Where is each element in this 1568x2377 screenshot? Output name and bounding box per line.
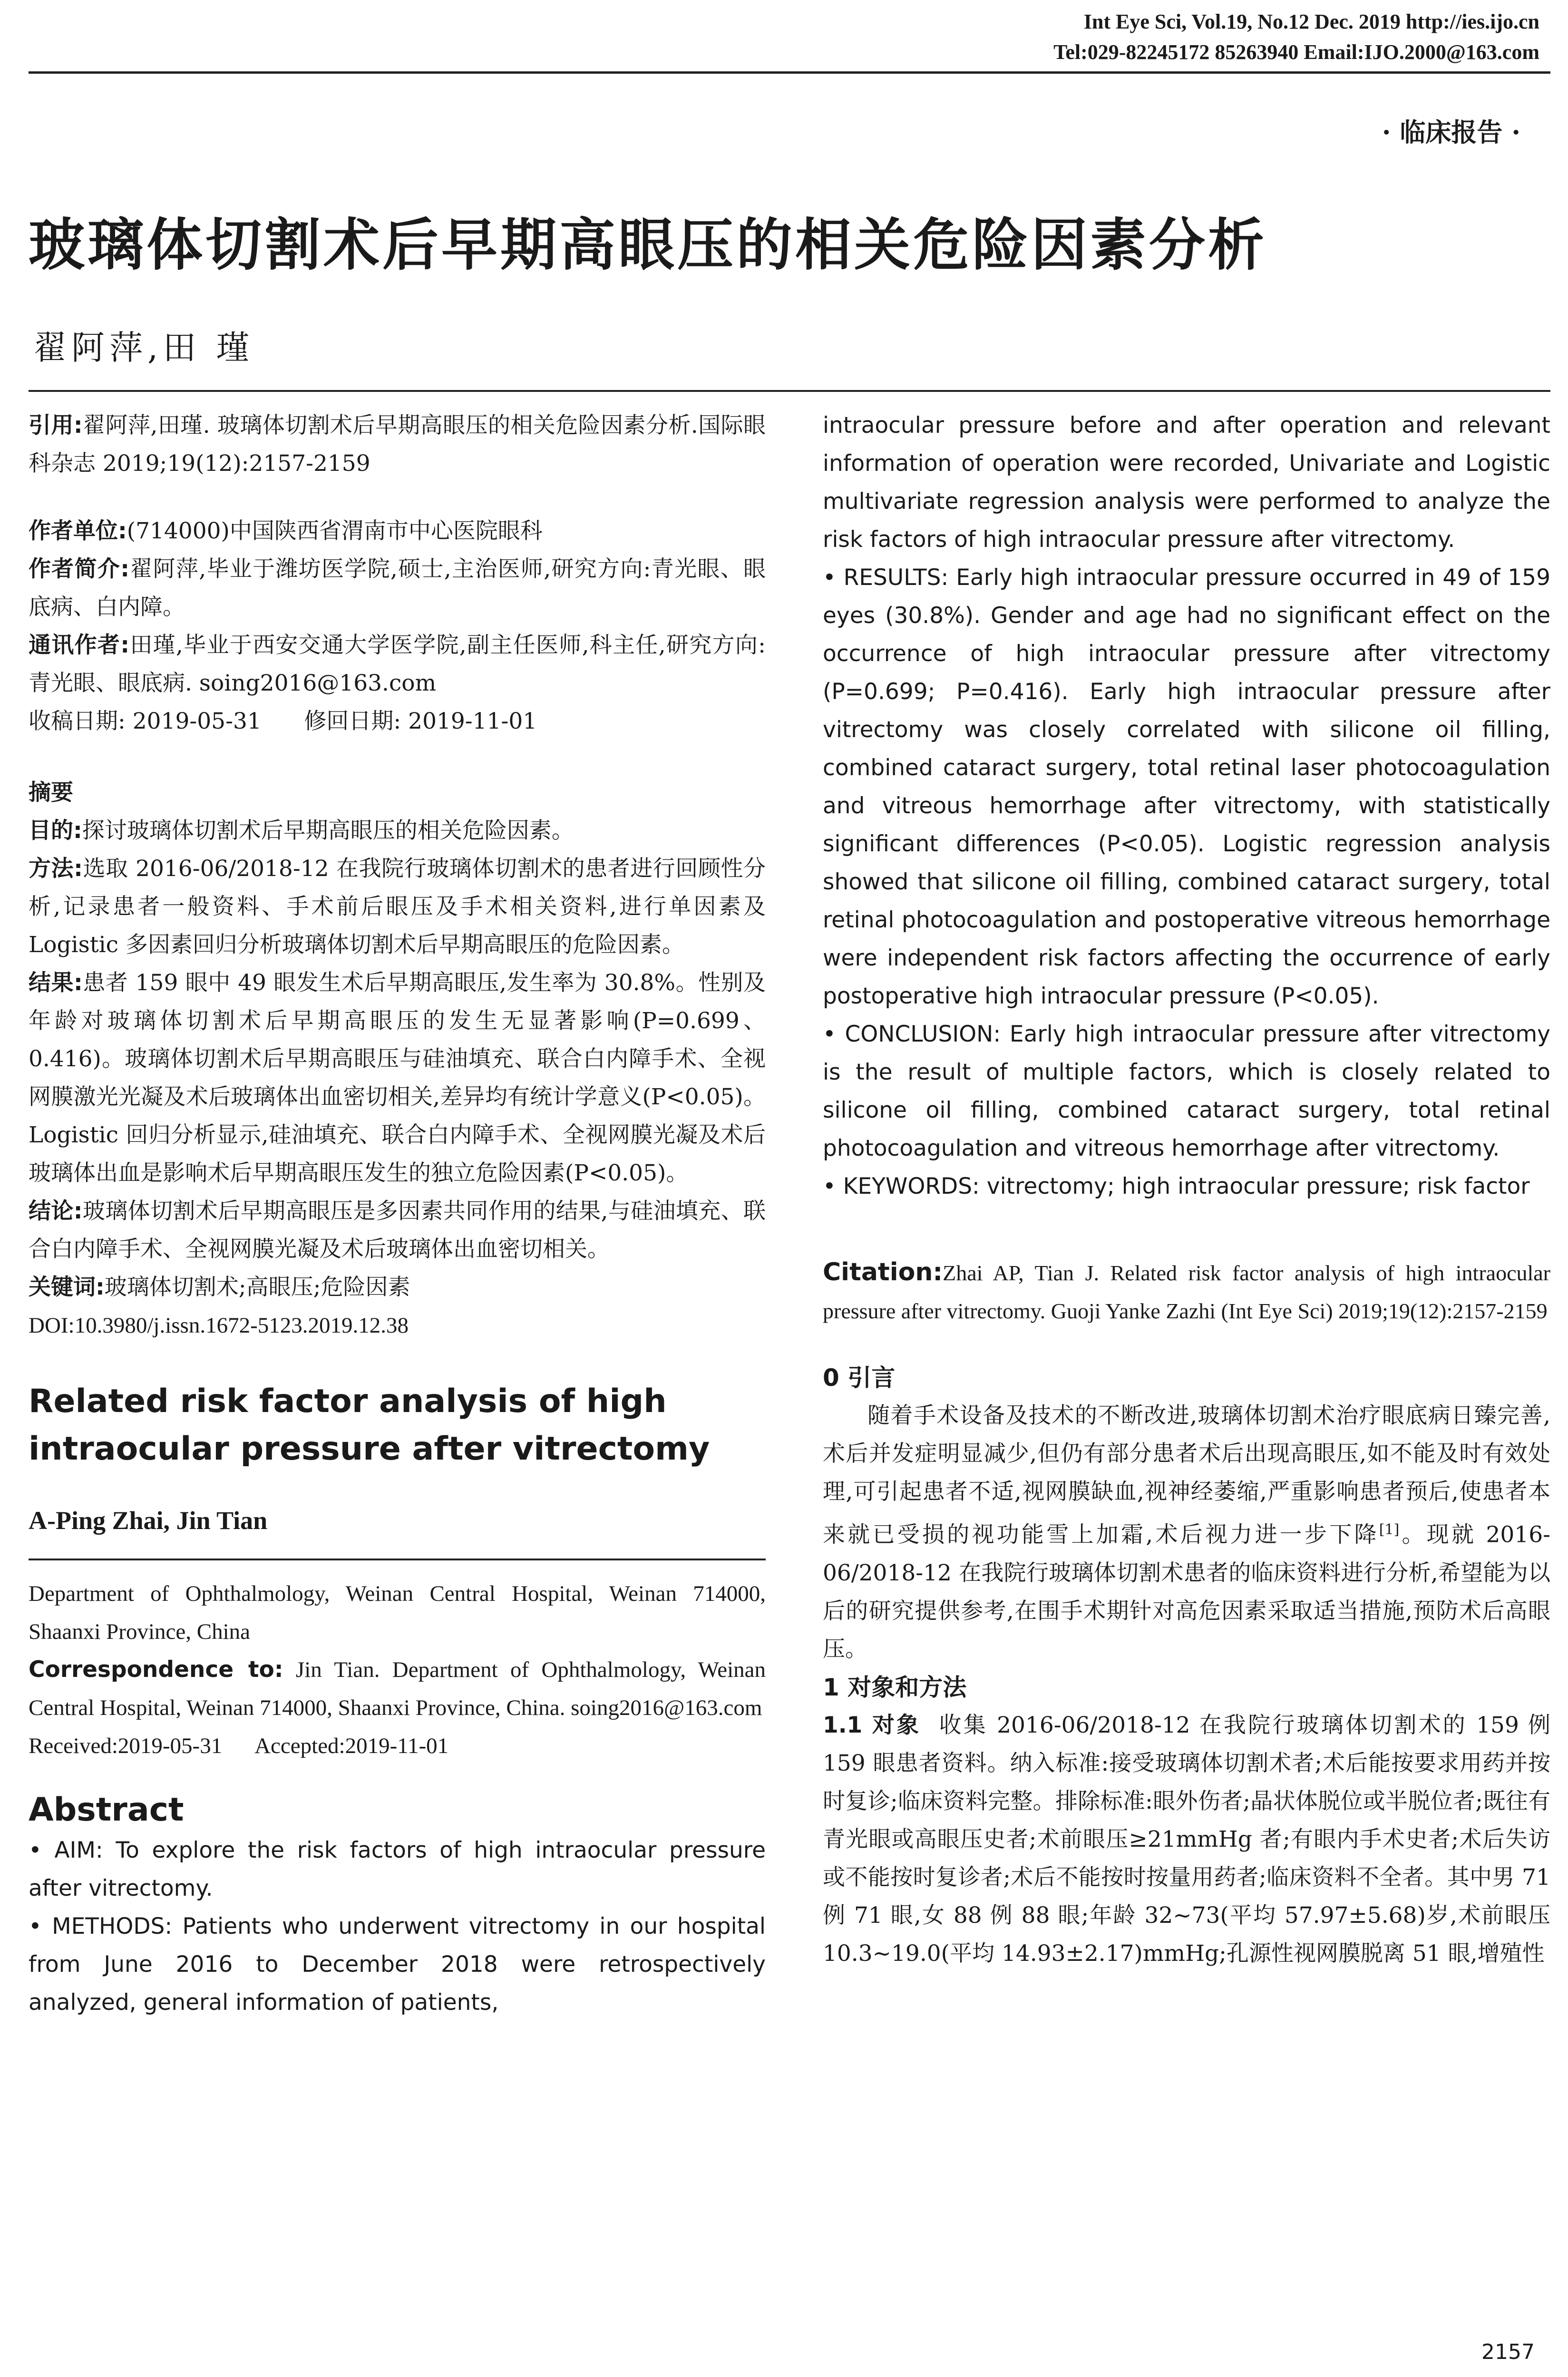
corr-text: 田瑾,毕业于西安交通大学医学院,副主任医师,科主任,研究方向:青光眼、眼底病. soing2016@163.com (29, 632, 766, 696)
corresponding-author (29, 626, 766, 702)
bio-label: 作者简介: (29, 556, 130, 582)
affiliation-text: (714000)中国陕西省渭南市中心医院眼科 (127, 518, 543, 544)
en-abstract-heading: Abstract (29, 1791, 184, 1829)
abstract-results (29, 964, 766, 1192)
intro-text: 随着手术设备及技术的不断改进,玻璃体切割术治疗眼底病日臻完善,术后并发症明显减少,但仍有部分患者术后出现高眼压,如不能及时有效处理,可引起患者不适,视网膜缺血,视神经萎缩,严重影响患者预后,使患者本来就已受损的视功能雪上加霜,术后视力进一步下降 (823, 1403, 1550, 1548)
journal-contact-line: Tel:029-82245172 85263940 Email:IJO.2000@163.com (1053, 40, 1539, 64)
intro-paragraph (823, 1397, 1550, 1668)
journal-info-line: Int Eye Sci, Vol.19, No.12 Dec. 2019 http://ies.ijo.cn (1083, 10, 1539, 33)
en-authors-rule (29, 1539, 766, 1560)
aim-label: 目的: (29, 818, 82, 844)
left-column (29, 407, 766, 2022)
en-conclusion: • CONCLUSION: Early high intraocular pressure after vitrectomy is the result of multiple factors, which is closely related to silicone oil filling, combined cataract surgery, total retinal photocoagulation and vitreous hemorrhage after vitrectomy. (823, 1021, 1550, 1161)
methods-label: 方法: (29, 856, 83, 882)
en-department: Department of Ophthalmology, Weinan Central Hospital, Weinan 714000, Shaanxi Province, China (29, 1581, 766, 1644)
corr-label: 通讯作者: (29, 632, 130, 658)
title-rule (29, 390, 1550, 392)
en-keywords: • KEYWORDS: vitrectomy; high intraocular pressure; risk factor (823, 1173, 1530, 1199)
en-citation (823, 1253, 1550, 1330)
en-correspondence (29, 1651, 766, 1727)
keywords-label: 关键词: (29, 1274, 105, 1300)
en-methods-continued: intraocular pressure before and after operation and relevant information of operation were recorded, Univariate and Logistic multivariate regression analysis were performed to analyze the risk factors of high intraocular pressure after vitrectomy. (823, 412, 1550, 553)
en-corr-text: Jin Tian. Department of Ophthalmology, Weinan Central Hospital, Weinan 714000, Shaanxi Province, China. soing2016@163.com (29, 1657, 766, 1720)
section-tag: · 临床报告 · (1382, 117, 1520, 147)
citation-label: 引用: (29, 412, 83, 438)
doi: DOI:10.3980/j.issn.1672-5123.2019.12.38 (29, 1313, 409, 1338)
en-results: • RESULTS: Early high intraocular pressure occurred in 49 of 159 eyes (30.8%). Gender and age had no significant effect on the occurrence of high intraocular pressure after vitrectomy (P=0.699; P=0.416). Early high intraocular pressure after vitrectomy was closely correlated with silicone oil filling, combined cataract surgery, total retinal laser photocoagulation and vitreous hemorrhage after vitrectomy, with statistically significant differences (P<0.05). Logistic regression analysis showed that silicone oil filling, combined cataract surgery, total retinal photocoagulation and postoperative vitreous hemorrhage were independent risk factors affecting the occurrence of early postoperative high intraocular pressure (P<0.05). (823, 565, 1550, 1009)
affiliation-label: 作者单位: (29, 518, 127, 544)
page-title: 玻璃体切割术后早期高眼压的相关危险因素分析 (29, 212, 1267, 278)
subjects-text: 收集 2016-06/2018-12 在我院行玻璃体切割术的 159 例 159 眼患者资料。纳入标准:接受玻璃体切割术者;术后能按要求用药并按时复诊;临床资料完整。排除标准:眼外伤者;晶状体脱位或半脱位者;既往有青光眼或高眼压史者;术前眼压≥21mmHg 者;有眼内手术史者;术后失访或不能按时复诊者;术后不能按时按量用药者;临床资料不全者。其中男 71 例 71 眼,女 88 例 88 眼;年龄 32~73(平均 57.97±5.68)岁,术前眼压 10.3~19.0(平均 14.93±2.17)mmHg;孔源性视网膜脱离 51 眼,增殖性 (823, 1712, 1558, 1967)
abstract-aim (29, 812, 766, 850)
en-methods-start: • METHODS: Patients who underwent vitrectomy in our hospital from June 2016 to December 2018 were retrospectively analyzed, general information of patients, (29, 1913, 766, 2016)
results-label: 结果: (29, 970, 83, 996)
citation-cn (29, 407, 766, 483)
author-bio (29, 550, 766, 626)
affiliation (29, 512, 766, 550)
subjects-paragraph (823, 1706, 1558, 1973)
en-corr-label: Correspondence to: (29, 1656, 283, 1683)
abstract-heading-cn: 摘要 (29, 779, 73, 806)
en-dates: Received:2019-05-31 Accepted:2019-11-01 (29, 1734, 449, 1758)
results-text: 患者 159 眼中 49 眼发生术后早期高眼压,发生率为 30.8%。性别及年龄对玻璃体切割术后早期高眼压的发生无显著影响(P=0.699、0.416)。玻璃体切割术后早期高眼压与硅油填充、联合白内障手术、全视网膜激光光凝及术后玻璃体出血密切相关,差异均有统计学意义(P<0.05)。Logistic 回归分析显示,硅油填充、联合白内障手术、全视网膜光凝及术后玻璃体出血是影响术后早期高眼压发生的独立危险因素(P<0.05)。 (29, 970, 766, 1186)
abstract-conclusion (29, 1192, 766, 1268)
methods-text: 选取 2016-06/2018-12 在我院行玻璃体切割术的患者进行回顾性分析,记录患者一般资料、手术前后眼压及手术相关资料,进行单因素及 Logistic 多因素回归分析玻璃体切割术后早期高眼压的危险因素。 (29, 856, 766, 958)
aim-text: 探讨玻璃体切割术后早期高眼压的相关危险因素。 (82, 818, 574, 844)
right-column (823, 407, 1558, 1973)
abstract-methods (29, 850, 766, 964)
received-dates: 收稿日期: 2019-05-31 修回日期: 2019-11-01 (29, 708, 537, 734)
bio-text: 翟阿萍,毕业于潍坊医学院,硕士,主治医师,研究方向:青光眼、眼底病、白内障。 (29, 556, 766, 620)
keywords-text: 玻璃体切割术;高眼压;危险因素 (104, 1274, 410, 1300)
authors-cn: 翟阿萍,田 瑾 (33, 328, 254, 367)
en-title: Related risk factor analysis of high intraocular pressure after vitrectomy (29, 1383, 710, 1468)
en-citation-label: Citation: (823, 1258, 943, 1286)
en-citation-text: Zhai AP, Tian J. Related risk factor analysis of high intraocular pressure after vitrectomy. Guoji Yanke Zazhi (Int Eye Sci) 2019;19(12):2157-2159 (823, 1261, 1550, 1323)
citation-text: 翟阿萍,田瑾. 玻璃体切割术后早期高眼压的相关危险因素分析.国际眼科杂志 2019;19(12):2157-2159 (29, 412, 766, 477)
intro-heading: 0 引言 (823, 1364, 896, 1392)
methods-heading: 1 对象和方法 (823, 1673, 967, 1701)
intro-text-2: 。现就 2016-06/2018-12 在我院行玻璃体切割术患者的临床资料进行分析,希望能为以后的研究提供参考,在围手术期针对高危因素采取适当措施,预防术后高眼压。 (823, 1521, 1550, 1662)
en-authors: A-Ping Zhai, Jin Tian (29, 1506, 268, 1535)
subjects-label: 1.1 对象 (823, 1712, 921, 1738)
header-rule (29, 71, 1550, 74)
conclusion-label: 结论: (29, 1198, 83, 1224)
keywords-cn (29, 1268, 766, 1306)
en-aim: • AIM: To explore the risk factors of high intraocular pressure after vitrectomy. (29, 1837, 766, 1901)
conclusion-text: 玻璃体切割术后早期高眼压是多因素共同作用的结果,与硅油填充、联合白内障手术、全视网膜光凝及术后玻璃体出血密切相关。 (29, 1198, 766, 1262)
page-number: 2157 (1481, 2340, 1535, 2364)
intro-reference: [1] (1379, 1521, 1400, 1538)
